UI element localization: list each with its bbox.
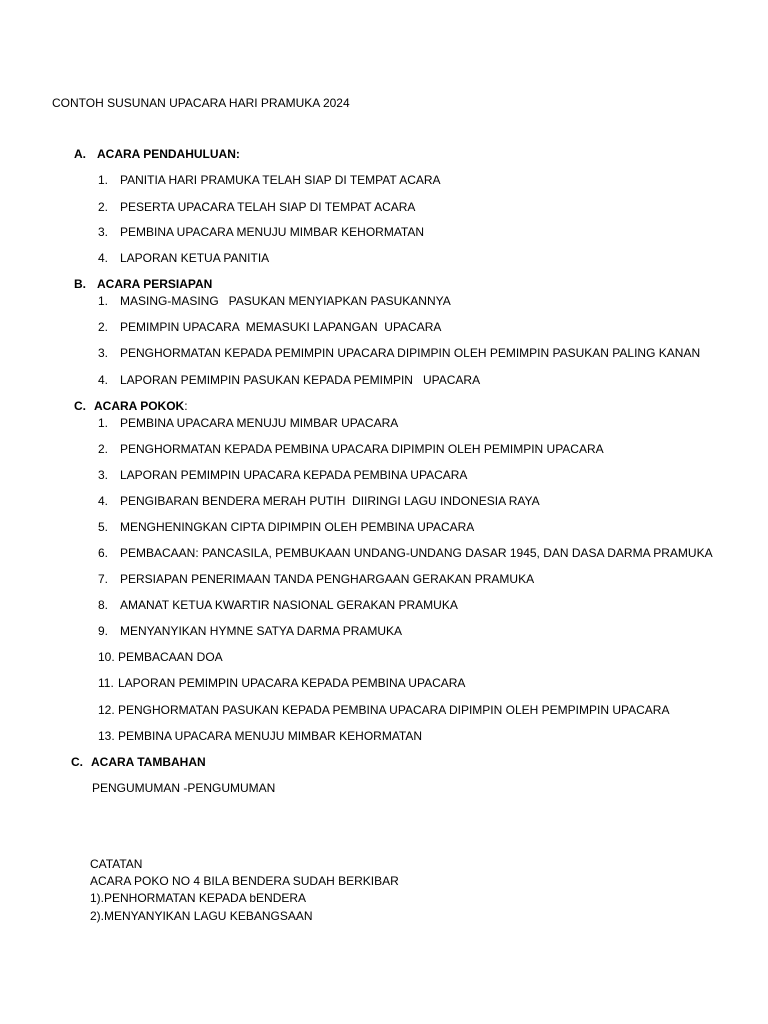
item-text: MENYANYIKAN HYMNE SATYA DARMA PRAMUKA	[120, 624, 403, 638]
list-item	[98, 346, 700, 360]
item-text: PENGHORMATAN KEPADA PEMBINA UPACARA DIPIMPIN OLEH PEMIMPIN UPACARA	[120, 442, 604, 456]
list-item	[98, 494, 540, 508]
section-title: ACARA POKOK	[94, 399, 185, 413]
list-item	[98, 320, 441, 334]
item-text: PEMBINA UPACARA MENUJU MIMBAR KEHORMATAN	[120, 225, 425, 239]
document-title: CONTOH SUSUNAN UPACARA HARI PRAMUKA 2024	[52, 96, 350, 110]
item-text: LAPORAN PEMIMPIN PASUKAN KEPADA PEMIMPIN UPACARA	[120, 373, 481, 387]
section-title: ACARA PERSIAPAN	[97, 277, 213, 291]
list-item	[98, 572, 534, 586]
notes-line: ACARA POKO NO 4 BILA BENDERA SUDAH BERKIBAR	[90, 874, 399, 888]
list-item	[98, 200, 415, 214]
list-item	[98, 225, 424, 239]
list-item	[98, 373, 480, 387]
item-number: 2.	[98, 442, 109, 456]
item-number: 8.	[98, 598, 109, 612]
item-number: 7.	[98, 572, 109, 586]
notes-line: 2).MENYANYIKAN LAGU KEBANGSAAN	[90, 909, 313, 923]
item-number: 12.	[98, 703, 115, 717]
item-number: 1.	[98, 173, 109, 187]
item-number: 6.	[98, 546, 109, 560]
item-number: 4.	[98, 373, 109, 387]
item-number: 5.	[98, 520, 109, 534]
item-text: LAPORAN PEMIMPIN UPACARA KEPADA PEMBINA UPACARA	[118, 676, 466, 690]
item-number: 2.	[98, 200, 109, 214]
section-letter: C.	[74, 399, 86, 413]
item-text: PEMBINA UPACARA MENUJU MIMBAR UPACARA	[120, 416, 399, 430]
item-text: MASING-MASING PASUKAN MENYIAPKAN PASUKANNYA	[120, 294, 451, 308]
item-text: PENGHORMATAN PASUKAN KEPADA PEMBINA UPACARA DIPIMPIN OLEH PEMPIMPIN UPACARA	[118, 703, 670, 717]
item-text: PESERTA UPACARA TELAH SIAP DI TEMPAT ACARA	[120, 200, 416, 214]
item-text: PEMBINA UPACARA MENUJU MIMBAR KEHORMATAN	[118, 729, 423, 743]
item-text: PERSIAPAN PENERIMAAN TANDA PENGHARGAAN GERAKAN PRAMUKA	[120, 572, 535, 586]
section-letter: C.	[71, 755, 83, 769]
section-heading-c	[74, 399, 188, 413]
section-heading-c-tambahan	[71, 755, 206, 769]
item-text: AMANAT KETUA KWARTIR NASIONAL GERAKAN PRAMUKA	[120, 598, 458, 612]
item-text: PENGIBARAN BENDERA MERAH PUTIH DIIRINGI LAGU INDONESIA RAYA	[120, 494, 540, 508]
section-body: PENGUMUMAN -PENGUMUMAN	[92, 781, 276, 795]
item-number: 3.	[98, 225, 109, 239]
list-item	[98, 598, 458, 612]
list-item	[98, 468, 467, 482]
section-heading-b	[74, 277, 212, 291]
list-item	[98, 703, 669, 717]
item-number: 3.	[98, 468, 109, 482]
item-number: 1.	[98, 416, 109, 430]
item-text: PANITIA HARI PRAMUKA TELAH SIAP DI TEMPAT ACARA	[120, 173, 441, 187]
item-text: PEMIMPIN UPACARA MEMASUKI LAPANGAN UPACARA	[120, 320, 442, 334]
item-number: 1.	[98, 294, 109, 308]
section-letter: B.	[74, 277, 86, 291]
notes-heading: CATATAN	[90, 857, 143, 871]
item-number: 10.	[98, 650, 115, 664]
notes-line: 1).PENHORMATAN KEPADA bENDERA	[90, 891, 307, 905]
item-number: 4.	[98, 494, 109, 508]
item-number: 2.	[98, 320, 109, 334]
item-text: MENGHENINGKAN CIPTA DIPIMPIN OLEH PEMBINA UPACARA	[120, 520, 475, 534]
list-item	[98, 650, 223, 664]
section-title: ACARA TAMBAHAN	[91, 755, 206, 769]
list-item	[98, 251, 269, 265]
section-title: ACARA PENDAHULUAN:	[97, 147, 240, 161]
list-item	[98, 442, 604, 456]
item-text: LAPORAN KETUA PANITIA	[120, 251, 270, 265]
item-number: 4.	[98, 251, 109, 265]
section-letter: A.	[74, 147, 86, 161]
section-heading-a	[74, 147, 240, 161]
list-item	[98, 676, 465, 690]
list-item	[98, 729, 422, 743]
list-item	[98, 416, 398, 430]
item-number: 3.	[98, 346, 109, 360]
list-item	[98, 624, 402, 638]
section-title-suffix: :	[184, 399, 188, 413]
list-item	[98, 173, 441, 187]
item-text: PEMBACAAN: PANCASILA, PEMBUKAAN UNDANG-UNDANG DASAR 1945, DAN DASA DARMA PRAMUKA	[120, 546, 713, 560]
item-text: PENGHORMATAN KEPADA PEMIMPIN UPACARA DIPIMPIN OLEH PEMIMPIN PASUKAN PALING KANAN	[120, 346, 701, 360]
list-item	[98, 294, 451, 308]
item-text: LAPORAN PEMIMPIN UPACARA KEPADA PEMBINA UPACARA	[120, 468, 468, 482]
item-number: 13.	[98, 729, 115, 743]
list-item	[98, 546, 713, 560]
item-text: PEMBACAAN DOA	[118, 650, 223, 664]
item-number: 11.	[98, 676, 114, 690]
item-number: 9.	[98, 624, 109, 638]
list-item	[98, 520, 474, 534]
